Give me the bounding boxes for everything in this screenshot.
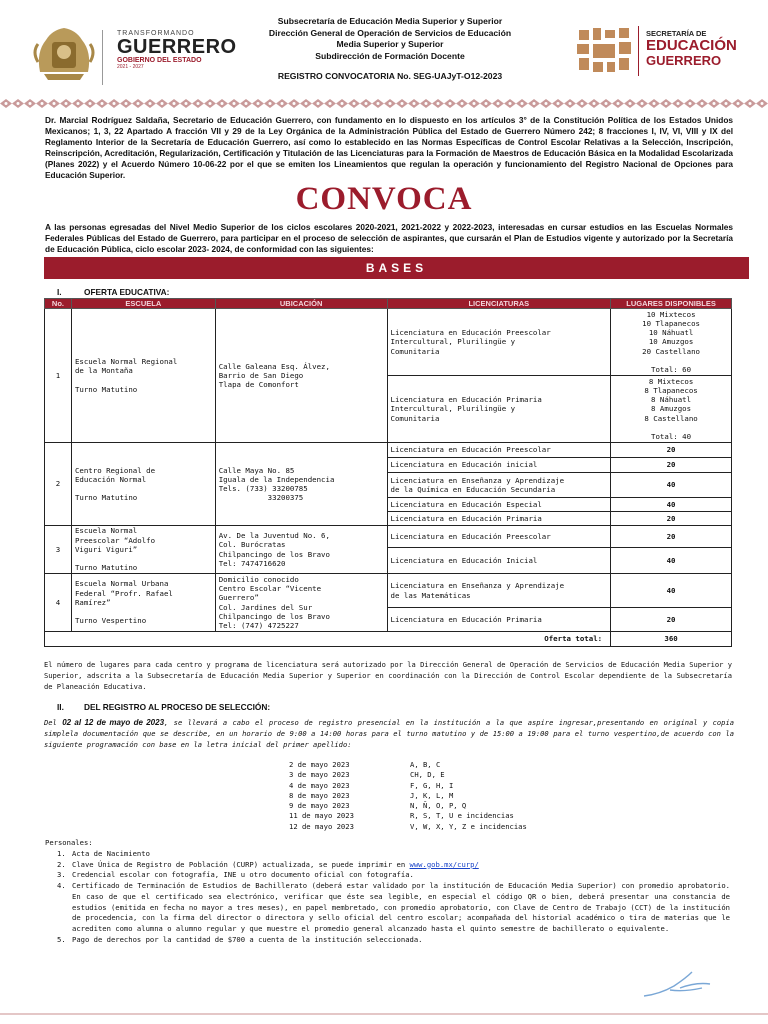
text-line: 10 Tlapanecos [642,318,700,328]
text-line: de la Química en Educación Secundaria [390,485,556,494]
program-seats [611,376,732,443]
program-seats: 40 [611,473,732,498]
school-number: 3 [45,526,72,574]
list-item [70,881,730,935]
brand-sub: GOBIERNO DEL ESTADO [117,57,202,64]
column-header: LICENCIATURAS [387,299,611,309]
header [0,0,768,96]
school-location [215,443,387,526]
text-line: Col. Jardines del Sur [218,602,313,612]
note-paragraph: El número de lugares para cada centro y programa de licenciatura será autorizado por la Dirección General de Operación de Servicios de Educación Media Superior y Superior, adscrita a la Subsecretaría de Educación Media Superior y Superior en coordinación con la Dirección de Control Escolar dependiente de la Subsecretaría de Planeación Educativa. [44,660,732,691]
text-line: 8 Náhuatl [651,395,692,405]
program-name: Licenciatura en Educación inicial [387,458,611,473]
total-value: 360 [611,632,732,647]
list-item [70,849,730,860]
school-number: 4 [45,574,72,632]
program-seats: 20 [611,512,732,526]
documents-list [58,849,730,945]
text-line: 10 Mixtecos [646,309,696,319]
schedule-letters: CH, D, E [410,770,445,780]
section-title: DEL REGISTRO AL PROCESO DE SELECCIÓN: [84,702,271,712]
text-line: Comunitaria [390,413,440,423]
text-line: 8 Amuzgos [651,404,692,414]
text-line: Total: 40 [651,432,692,441]
text-line: 8 Mixtecos [648,376,694,386]
table-row [45,309,732,376]
oferta-table [44,298,732,647]
column-header: ESCUELA [71,299,215,309]
text-line: 8 Castellano [644,413,698,423]
text-line: Escuela Normal [74,526,138,536]
schedule-date: 12 de mayo 2023 [289,821,354,831]
text-line: 10 Náhuatl [648,328,694,338]
text-line: Domicilio conocido [218,574,299,584]
school-name [71,526,215,574]
text-line: Intercultural, Plurilingüe y [390,337,516,347]
text-segment: Del [44,718,63,727]
text-line [614,423,728,432]
secretaria-educacion-brand [646,29,761,68]
section-heading [57,702,270,712]
header-titles [225,16,555,83]
header-line: Subsecretaría de Educación Media Superior y Superior [277,16,503,26]
text-line: Turno Matutino [74,493,138,503]
column-header: LUGARES DISPONIBLES [611,299,732,309]
program-seats: 20 [611,526,732,548]
text-line: Centro Escolar “Vicente [218,584,322,594]
header-line: Dirección General de Operación de Servicios de Educación [268,27,512,38]
divider [638,26,639,76]
text-line: Preescolar “Adolfo [74,535,156,545]
program-name: Licenciatura en Educación Primaria [387,608,611,632]
text-line: Centro Regional de [74,465,156,475]
section-title: OFERTA EDUCATIVA: [84,287,170,297]
text-line: Comunitaria [390,346,440,356]
doc-text: Credencial escolar con fotografía, INE u otro documento oficial con fotografía. [72,870,414,880]
text-line: Tels. (733) 33200785 [218,484,308,493]
text-line: 20 Castellano [642,346,700,356]
text-line [614,356,728,365]
gobierno-guerrero-brand [102,30,237,85]
program-seats: 20 [611,458,732,473]
registro-paragraph [44,717,734,750]
personales-label: Personales: [45,838,93,847]
text-line [75,376,212,385]
program-name: Licenciatura en Educación Inicial [387,548,611,574]
school-location [215,526,387,574]
program-seats: 40 [611,498,732,512]
text-line: Licenciatura en Enseñanza y Aprendizaje [390,475,565,485]
schedule-row [289,801,527,811]
program-seats [611,309,732,376]
section-number: II. [57,702,64,712]
program-seats: 20 [611,443,732,458]
program-seats: 40 [611,574,732,608]
text-line: Iguala de la Independencia [218,474,335,484]
text-line [75,607,212,616]
decorative-band [0,99,768,108]
schedule-date: 11 de mayo 2023 [289,811,354,821]
school-number: 1 [45,309,72,443]
schedule-row [289,791,527,801]
bases-banner: BASES [44,257,749,279]
text-line: Guerrero” [218,593,259,603]
text-line: Calle Maya No. 85 [218,465,295,475]
schedule-letters: V, W, X, Y, Z e incidencias [410,821,527,831]
school-number: 2 [45,443,72,526]
program-name [387,376,611,443]
school-name [71,309,215,443]
text-line: Escuela Normal Urbana [74,579,169,589]
text-line: de las Matemáticas [390,590,471,600]
text-line: Col. Burócratas [218,540,286,550]
divider [0,1013,768,1015]
column-header: No. [45,299,72,309]
text-line: Escuela Normal Regional [74,357,178,367]
date-range: 02 al 12 de mayo de 2023 [62,718,165,727]
program-seats: 20 [611,608,732,632]
text-line: Tel: 7474716620 [218,558,286,568]
brand-top: TRANSFORMANDO [117,30,195,37]
list-item [70,935,730,946]
program-name: Licenciatura en Educación Primaria [387,512,611,526]
schedule-date: 2 de mayo 2023 [289,760,350,769]
text-line: Total: 60 [651,365,692,374]
brand-name: GUERRERO [117,36,237,58]
schedule-row [289,760,527,770]
text-line [75,554,212,563]
table-row [45,443,732,458]
secretaria-educacion-emblem-icon [575,26,633,76]
curp-link[interactable]: www.gob.mx/curp/ [409,859,479,869]
text-line: Licenciatura en Educación Primaria [390,395,542,405]
text-line: Tel: (747) 4725227 [218,620,299,630]
brand-years: 2021 - 2027 [117,64,144,70]
text-line: Chilpancingo de los Bravo [218,549,330,559]
text-line: Intercultural, Plurilingüe y [390,404,516,414]
text-segment: , se llevará a cabo el proceso de registro presencial en la institución a la que aspire ingresar,presentando en original y copia simplela documentación que se describe, en un horario de 9:00 a 14:00 horas para el turno matutino y de 15:00 a 19:00 para el turno vespertino,de acuerdo con la siguiente programación con base en la letra inicial del primer apellido: [44,718,734,749]
total-row [45,632,732,647]
table-header-row [45,299,732,309]
program-seats: 40 [611,548,732,574]
guerrero-state-seal-icon [30,22,98,84]
text-line: Barrio de San Diego [218,370,304,380]
schedule-letters: F, G, H, I [410,780,454,790]
text-line: Viguri Viguri” [74,544,138,554]
school-location [215,574,387,632]
text-line: Calle Galeana Esq. Álvez, [218,361,330,371]
sec-name-1: EDUCACIÓN [646,37,737,54]
intro-paragraph: Dr. Marcial Rodríguez Saldaña, Secretario de Educación Guerrero, con fundamento en lo dispuesto en los artículos 3° de la Constitución Política de los Estados Unidos Mexicanos; 1, 3, 22 Apartado A fracción VII y 29 de la Ley Orgánica de la Administración Pública del Estado de Guerrero Número 242; 8 fracciones I, IV, VI, VIII y IX del Reglamento Interior de la Secretaría de Educación Guerrero, así como lo establecido en las Normas Específicas de Control Escolar Relativas a la Selección, Inscripción, Reinscripción, Acreditación, Regularización, Certificación y Titulación de las Licenciaturas para la Formación de Maestros de Educación Básica en la Modalidad Escolarizada (Planes 2022) y el Acuerdo Número 10-06-22 por el que se emiten los Lineamientos que regulan la operación y funcionamiento del Registro Nacional de Opciones para Educación Superior. [45,115,733,180]
text-line: Federal “Profr. Rafael [74,588,173,598]
text-line: Ramírez” [74,597,111,607]
text-line: Turno Vespertino [74,616,147,626]
school-location [215,309,387,443]
page-title: CONVOCA [295,181,473,217]
text-line: Tlapa de Comonfort [218,380,299,390]
schedule-letters: A, B, C [410,760,441,769]
schedule-row [289,770,527,780]
text-line [75,484,212,493]
table-row [45,526,732,548]
doc-text: Clave Única de Registro de Población (CURP) actualizada, se puede imprimir en [72,859,410,869]
sec-name-2: GUERRERO [646,53,722,68]
schedule-date: 4 de mayo 2023 [289,780,350,790]
doc-text: Pago de derechos por la cantidad de $700 a cuenta de la institución seleccionada. [72,934,423,944]
doc-text: Certificado de Terminación de Estudios de Bachillerato (deberá estar validado por la institución de Educación Media Superior) con promedio aprobatorio. En caso de que el certificado sea electrónico, verificar que éste sea legible, en especial el código QR o bien, deberá presentar una constancia de estudios (emitida en fecha no mayor a tres meses), en papel membretado, con promedio aprobatorio, con Clave de Centro de Trabajo (CCT) de la institución de procedencia, con la firma del director o directora y sello oficial del centro escolar; acompañada del historial académico o tira de materias que le acrediten como alumna o alumno regular y que muestre el promedio general alcanzado hasta el quinto semestre de bachillerato o equivalente. [72,881,730,933]
program-name: Licenciatura en Educación Preescolar [387,443,611,458]
total-label: Oferta total: [45,632,611,647]
doc-text: Acta de Nacimiento [72,849,150,858]
text-line: Turno Matutino [74,563,138,573]
text-line: 10 Amuzgos [648,337,694,347]
column-header: UBICACIÓN [215,299,387,309]
section-heading [57,287,169,297]
schedule-row [289,811,527,821]
schedule-date: 8 de mayo 2023 [289,790,350,800]
program-name: Licenciatura en Educación Preescolar [387,526,611,548]
convoca-paragraph: A las personas egresadas del Nivel Medio Superior de los ciclos escolares 2020-2021, 2021-2022 y 2022-2023, interesadas en cursar estudios en las Escuelas Normales Federales Públicas del Estado de Guerrero, para participar en el proceso de selección de aspirantes, que cursarán el Plan de Estudios vigente y autorizado por la Secretaría de Educación Pública, ciclo escolar 2023- 2024, de conformidad con las siguientes: [45,222,733,254]
header-line: Media Superior y Superior [336,39,444,49]
text-line: Turno Matutino [74,384,138,394]
text-line: Chilpancingo de los Bravo [218,611,330,621]
text-line: Licenciatura en Educación Preescolar [390,328,551,338]
program-name [387,574,611,608]
school-name [71,574,215,632]
program-name [387,473,611,498]
signature-scribble-icon [640,968,720,1000]
text-line: 8 Tlapanecos [644,385,698,395]
program-name [387,309,611,376]
program-name: Licenciatura en Educación Especial [387,498,611,512]
schedule-letters: R, S, T, U e incidencias [410,811,514,821]
text-line: Educación Normal [74,474,147,484]
schedule-date: 9 de mayo 2023 [289,801,350,811]
schedule-row [289,781,527,791]
text-line: de la Montaña [74,366,133,376]
schedule-list [289,760,527,832]
text-line: Av. De la Juventud No. 6, [218,531,330,541]
text-line: 33200375 [218,493,304,503]
schedule-row [289,822,527,832]
schedule-letters: N, Ñ, O, P, Q [410,801,467,811]
header-line: Subdirección de Formación Docente [315,50,465,61]
schedule-date: 3 de mayo 2023 [289,770,350,780]
registro-number: REGISTRO CONVOCATORIA No. SEG-UAJyT-O12-2023 [277,71,503,81]
list-item [70,860,730,871]
school-name [71,443,215,526]
sec-label: SECRETARÍA DE [646,29,707,38]
schedule-letters: J, K, L, M [410,790,454,800]
text-line: Licenciatura en Enseñanza y Aprendizaje [390,581,565,591]
section-number: I. [57,287,62,297]
table-row [45,574,732,608]
list-item [70,870,730,881]
